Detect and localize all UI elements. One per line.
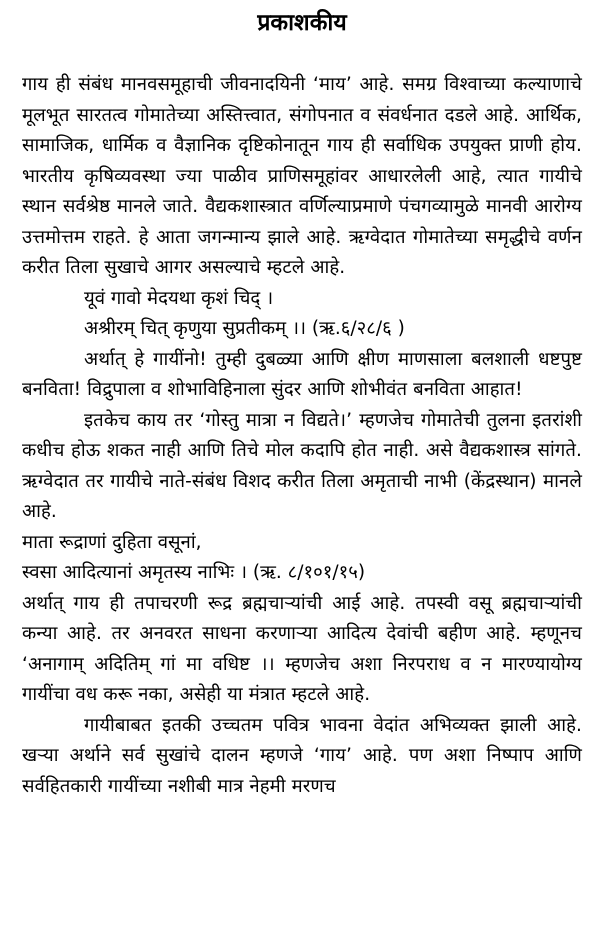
page-title: प्रकाशकीय xyxy=(257,10,347,36)
paragraph-meaning-1: अर्थात् हे गायींनो! तुम्ही दुबळ्या आणि क्षीण माणसाला बलशाली धष्टपुष्ट बनविता! विद्रुपाला व शोभाविहिनाला सुंदर आणि शोभीवंत बनविता आहात! xyxy=(22,348,582,400)
paragraph-meaning-2: अर्थात् गाय ही तपाचरणी रूद्र ब्रह्मचाऱ्यांची आई आहे. तपस्वी वसू ब्रह्मचाऱ्यांची कन्या आहे. तर अनवरत साधना करणाऱ्या आदित्य देवांची बहीण आहे. म्हणूनच ‘अनागाम् अदितिम् गां मा वधिष्ट ।। म्हणजेच अशा निरपराध व न मारण्यायोग्य गायींचा वध करू नका, असेही या मंत्रात म्हटले आहे. xyxy=(22,592,582,705)
verse-line-1: यूवं गावो मेदयथा कृशं चिद् । xyxy=(84,287,274,309)
verse-line-3: माता रूद्राणां दुहिता वसूनां, xyxy=(22,531,202,553)
verse-line-4: स्वसा आदित्यानां अमृतस्य नाभिः । (ऋ. ८/१०१/१५) xyxy=(22,562,366,583)
verse-line-2: अश्रीरम् चित् कृणुया सुप्रतीकम् ।। (ऋ.६/२८/६ ) xyxy=(84,318,405,339)
paragraph-gostu: इतकेच काय तर ‘गोस्तु मात्रा न विद्यते।’ म्हणजेच गोमातेची तुलना इतरांशी कधीच होऊ शकत नाही आणि तिचे मोल कदापि होत नाही. असे वैद्यकशास्त्र सांगते. ऋग्वेदात तर गायीचे नाते-संबंध विशद करीत तिला अमृताची नाभी (केंद्रस्थान) मानले आहे. xyxy=(22,409,582,522)
paragraph-closing: गायीबाबत इतकी उच्चतम पवित्र भावना वेदांत अभिव्यक्त झाली आहे. खऱ्या अर्थाने सर्व सुखांचे दालन म्हणजे ‘गाय’ आहे. पण अशा निष्पाप आणि सर्वहितकारी गायींच्या नशीबी मात्र नेहमी मरणच xyxy=(22,714,582,797)
paragraph-intro: गाय ही संबंध मानवसमूहाची जीवनादयिनी ‘माय’ आहे. समग्र विश्वाच्या कल्याणाचे मूलभूत सारतत्व गोमातेच्या अस्तित्त्वात, संगोपनात व संवर्धनात दडले आहे. आर्थिक, सामाजिक, धार्मिक व वैज्ञानिक दृष्टिकोनातून गाय ही सर्वाधिक उपयुक्त प्राणी होय. भारतीय कृषिव्यवस्था ज्या पाळीव प्राणिसमूहांवर आधारलेली आहे, त्यात गायीचे स्थान सर्वश्रेष्ठ मानले जाते. वैद्यकशास्त्रात वर्णिल्याप्रमाणे पंचगव्यामुळे मानवी आरोग्य उत्तमोत्तम राहते. हे आता जगन्मान्य झाले आहे. ऋग्वेदात गोमातेच्या समृद्धीचे वर्णन करीत तिला सुखाचे आगर असल्याचे म्हटले आहे. xyxy=(22,74,582,278)
